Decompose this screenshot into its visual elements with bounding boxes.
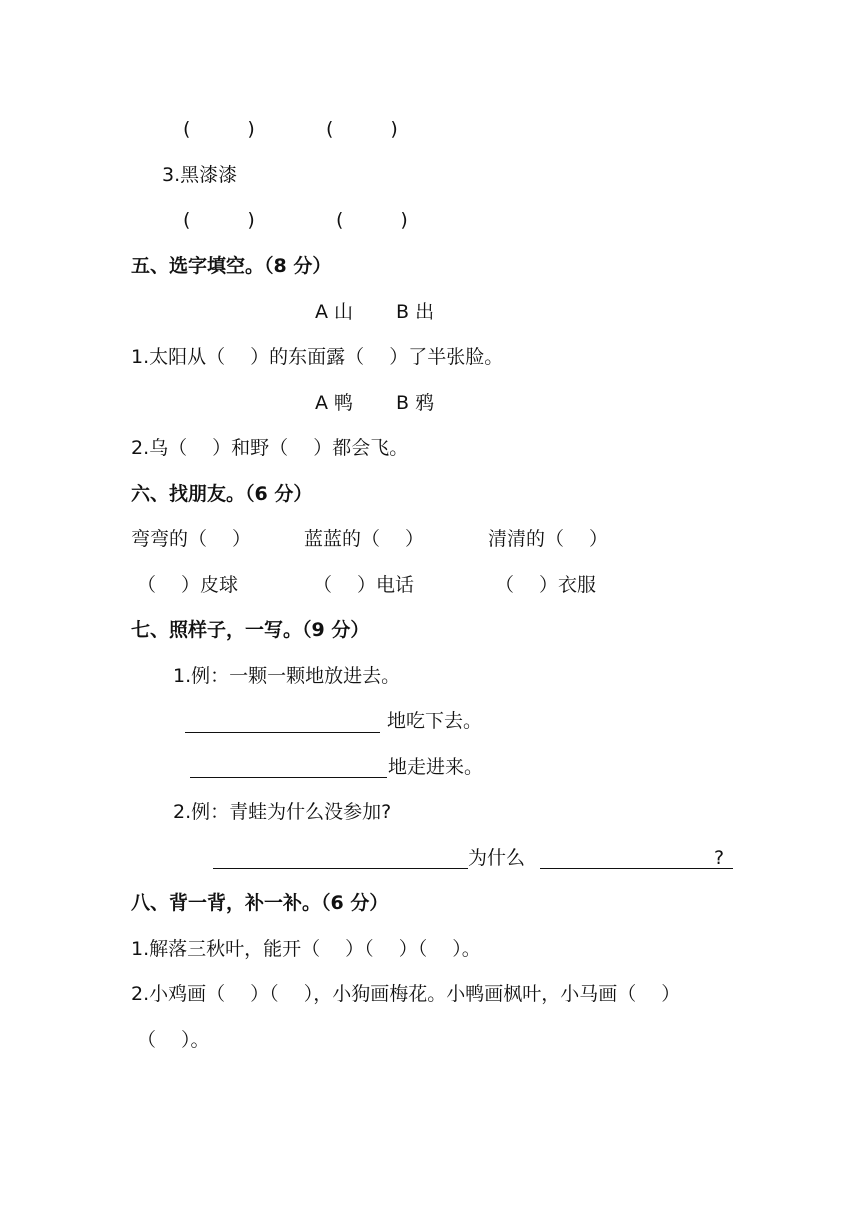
question-text: 1.解落三秋叶，能开（ ）（ ）（ ）。 — [131, 938, 481, 960]
question-text: 1.太阳从（ ）的东面露（ ）了半张脸。 — [131, 346, 504, 368]
match-item: 蓝蓝的（ ） — [304, 528, 425, 550]
answer-line — [185, 732, 380, 733]
paren-blank: ( ) — [183, 209, 255, 231]
match-item: （ ）电话 — [313, 574, 415, 596]
match-item: 清清的（ ） — [488, 528, 609, 550]
sentence-suffix: 地吃下去。 — [387, 710, 483, 732]
section-heading: 五、选字填空。（8 分） — [131, 255, 332, 277]
paren-blank: ( ) — [183, 118, 255, 140]
option-a: A 山 — [315, 301, 354, 323]
answer-line — [213, 868, 468, 869]
question-text: 2.乌（ ）和野（ ）都会飞。 — [131, 437, 409, 459]
paren-blank: ( ) — [336, 209, 408, 231]
question-text: 2.小鸡画（ ）（ ），小狗画梅花。小鸭画枫叶，小马画（ ） — [131, 983, 681, 1005]
question-text: （ ）。 — [137, 1029, 210, 1051]
option-a: A 鸭 — [315, 392, 354, 414]
option-b: B 鸦 — [396, 392, 435, 414]
answer-line — [190, 777, 387, 778]
section-heading: 七、照样子，一写。（9 分） — [131, 619, 370, 641]
example-sentence: 2.例：青蛙为什么没参加? — [173, 801, 392, 823]
match-item: 弯弯的（ ） — [131, 528, 252, 550]
example-sentence: 1.例：一颗一颗地放进去。 — [173, 665, 401, 687]
section-heading: 八、背一背，补一补。（6 分） — [131, 892, 389, 914]
question-mark: ? — [714, 847, 725, 869]
sentence-middle: 为什么 — [468, 847, 526, 869]
answer-line — [540, 868, 733, 869]
match-item: （ ）衣服 — [495, 574, 597, 596]
sentence-suffix: 地走进来。 — [388, 756, 484, 778]
option-b: B 出 — [396, 301, 435, 323]
question-item: 3.黑漆漆 — [162, 164, 238, 186]
section-heading: 六、找朋友。（6 分） — [131, 483, 313, 505]
paren-blank: ( ) — [326, 118, 398, 140]
match-item: （ ）皮球 — [137, 574, 239, 596]
